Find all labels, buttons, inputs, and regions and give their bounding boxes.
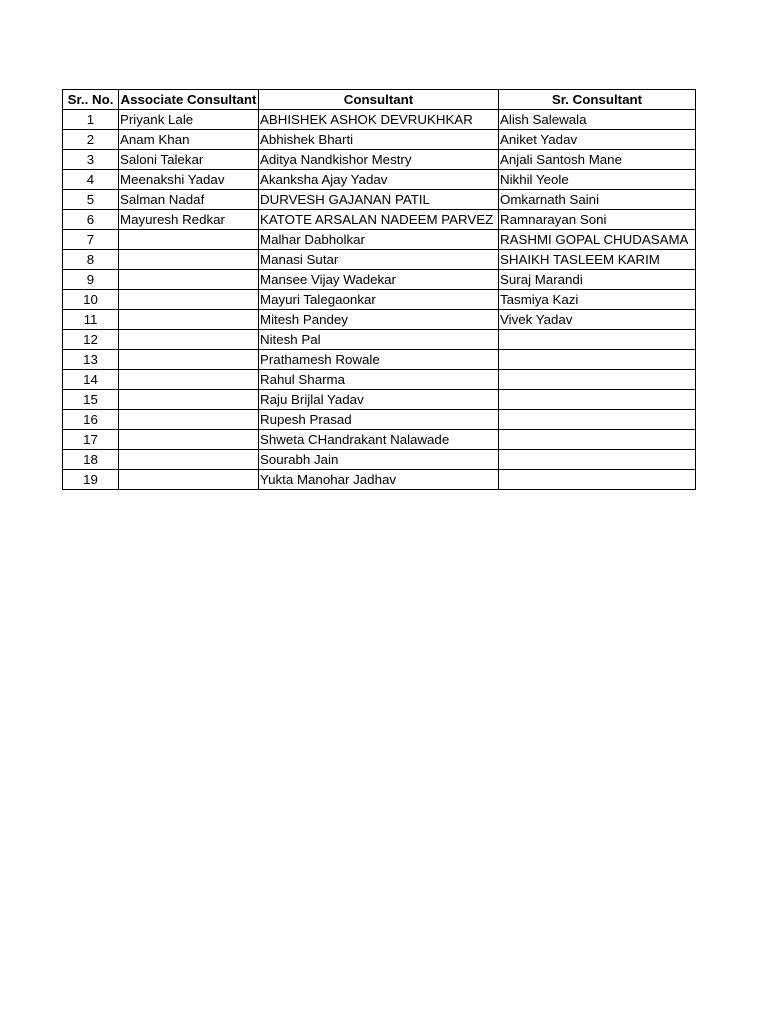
cell-associate-consultant: Anam Khan <box>119 130 259 150</box>
table-row <box>63 130 696 150</box>
cell-sr-no: 2 <box>63 130 119 150</box>
header-sr-no: Sr.. No. <box>63 90 119 110</box>
cell-associate-consultant: Mayuresh Redkar <box>119 210 259 230</box>
cell-sr-consultant <box>499 430 696 450</box>
cell-sr-no: 15 <box>63 390 119 410</box>
cell-associate-consultant <box>119 330 259 350</box>
consultant-list-sheet <box>62 89 695 490</box>
table-row <box>63 150 696 170</box>
cell-sr-no: 18 <box>63 450 119 470</box>
cell-sr-no: 19 <box>63 470 119 490</box>
cell-sr-consultant <box>499 450 696 470</box>
cell-consultant: Shweta CHandrakant Nalawade <box>259 430 499 450</box>
cell-sr-no: 5 <box>63 190 119 210</box>
cell-consultant: Abhishek Bharti <box>259 130 499 150</box>
cell-sr-no: 17 <box>63 430 119 450</box>
table-row <box>63 210 696 230</box>
cell-sr-no: 16 <box>63 410 119 430</box>
cell-consultant: Raju Brijlal Yadav <box>259 390 499 410</box>
table-row <box>63 330 696 350</box>
table-row <box>63 110 696 130</box>
cell-sr-no: 10 <box>63 290 119 310</box>
cell-sr-no: 9 <box>63 270 119 290</box>
cell-associate-consultant: Saloni Talekar <box>119 150 259 170</box>
cell-associate-consultant <box>119 390 259 410</box>
cell-consultant: Yukta Manohar Jadhav <box>259 470 499 490</box>
cell-consultant: Sourabh Jain <box>259 450 499 470</box>
cell-sr-no: 11 <box>63 310 119 330</box>
table-row <box>63 170 696 190</box>
cell-consultant: KATOTE ARSALAN NADEEM PARVEZ <box>259 210 499 230</box>
table-row <box>63 450 696 470</box>
table-row <box>63 350 696 370</box>
table-row <box>63 430 696 450</box>
cell-consultant: Rupesh Prasad <box>259 410 499 430</box>
cell-associate-consultant <box>119 230 259 250</box>
cell-sr-no: 7 <box>63 230 119 250</box>
cell-sr-no: 13 <box>63 350 119 370</box>
cell-associate-consultant <box>119 450 259 470</box>
header-associate-consultant: Associate Consultant <box>119 90 259 110</box>
header-row <box>63 90 696 110</box>
cell-sr-no: 1 <box>63 110 119 130</box>
cell-associate-consultant <box>119 430 259 450</box>
cell-consultant: Mayuri Talegaonkar <box>259 290 499 310</box>
cell-consultant: Aditya Nandkishor Mestry <box>259 150 499 170</box>
table-body <box>63 110 696 490</box>
cell-sr-consultant <box>499 410 696 430</box>
header-consultant: Consultant <box>259 90 499 110</box>
cell-sr-consultant <box>499 370 696 390</box>
table-row <box>63 390 696 410</box>
table-row <box>63 250 696 270</box>
table-row <box>63 470 696 490</box>
cell-associate-consultant <box>119 270 259 290</box>
cell-sr-consultant: Alish Salewala <box>499 110 696 130</box>
cell-consultant: Mansee Vijay Wadekar <box>259 270 499 290</box>
cell-associate-consultant <box>119 350 259 370</box>
cell-associate-consultant <box>119 310 259 330</box>
cell-sr-consultant: Anjali Santosh Mane <box>499 150 696 170</box>
cell-sr-consultant <box>499 390 696 410</box>
table-row <box>63 410 696 430</box>
cell-associate-consultant <box>119 250 259 270</box>
cell-sr-consultant: Ramnarayan Soni <box>499 210 696 230</box>
header-sr-consultant: Sr. Consultant <box>499 90 696 110</box>
cell-consultant: ABHISHEK ASHOK DEVRUKHKAR <box>259 110 499 130</box>
cell-sr-consultant: Suraj Marandi <box>499 270 696 290</box>
cell-sr-consultant: Tasmiya Kazi <box>499 290 696 310</box>
cell-associate-consultant <box>119 470 259 490</box>
cell-sr-no: 12 <box>63 330 119 350</box>
cell-sr-consultant: RASHMI GOPAL CHUDASAMA <box>499 230 696 250</box>
table-row <box>63 230 696 250</box>
cell-associate-consultant <box>119 410 259 430</box>
cell-sr-consultant: Vivek Yadav <box>499 310 696 330</box>
cell-consultant: DURVESH GAJANAN PATIL <box>259 190 499 210</box>
cell-sr-no: 6 <box>63 210 119 230</box>
cell-associate-consultant <box>119 370 259 390</box>
table-row <box>63 270 696 290</box>
cell-sr-consultant <box>499 470 696 490</box>
cell-consultant: Prathamesh Rowale <box>259 350 499 370</box>
cell-associate-consultant: Meenakshi Yadav <box>119 170 259 190</box>
cell-associate-consultant: Priyank Lale <box>119 110 259 130</box>
cell-associate-consultant: Salman Nadaf <box>119 190 259 210</box>
cell-sr-consultant: Nikhil Yeole <box>499 170 696 190</box>
cell-sr-consultant: SHAIKH TASLEEM KARIM <box>499 250 696 270</box>
cell-consultant: Rahul Sharma <box>259 370 499 390</box>
cell-consultant: Malhar Dabholkar <box>259 230 499 250</box>
cell-sr-no: 4 <box>63 170 119 190</box>
cell-associate-consultant <box>119 290 259 310</box>
cell-sr-no: 3 <box>63 150 119 170</box>
cell-sr-consultant <box>499 330 696 350</box>
cell-consultant: Mitesh Pandey <box>259 310 499 330</box>
cell-sr-no: 8 <box>63 250 119 270</box>
cell-consultant: Akanksha Ajay Yadav <box>259 170 499 190</box>
cell-sr-consultant <box>499 350 696 370</box>
cell-sr-consultant: Aniket Yadav <box>499 130 696 150</box>
consultant-table <box>62 89 696 490</box>
cell-sr-consultant: Omkarnath Saini <box>499 190 696 210</box>
cell-sr-no: 14 <box>63 370 119 390</box>
table-row <box>63 310 696 330</box>
cell-consultant: Nitesh Pal <box>259 330 499 350</box>
table-row <box>63 190 696 210</box>
cell-consultant: Manasi Sutar <box>259 250 499 270</box>
table-row <box>63 290 696 310</box>
table-row <box>63 370 696 390</box>
